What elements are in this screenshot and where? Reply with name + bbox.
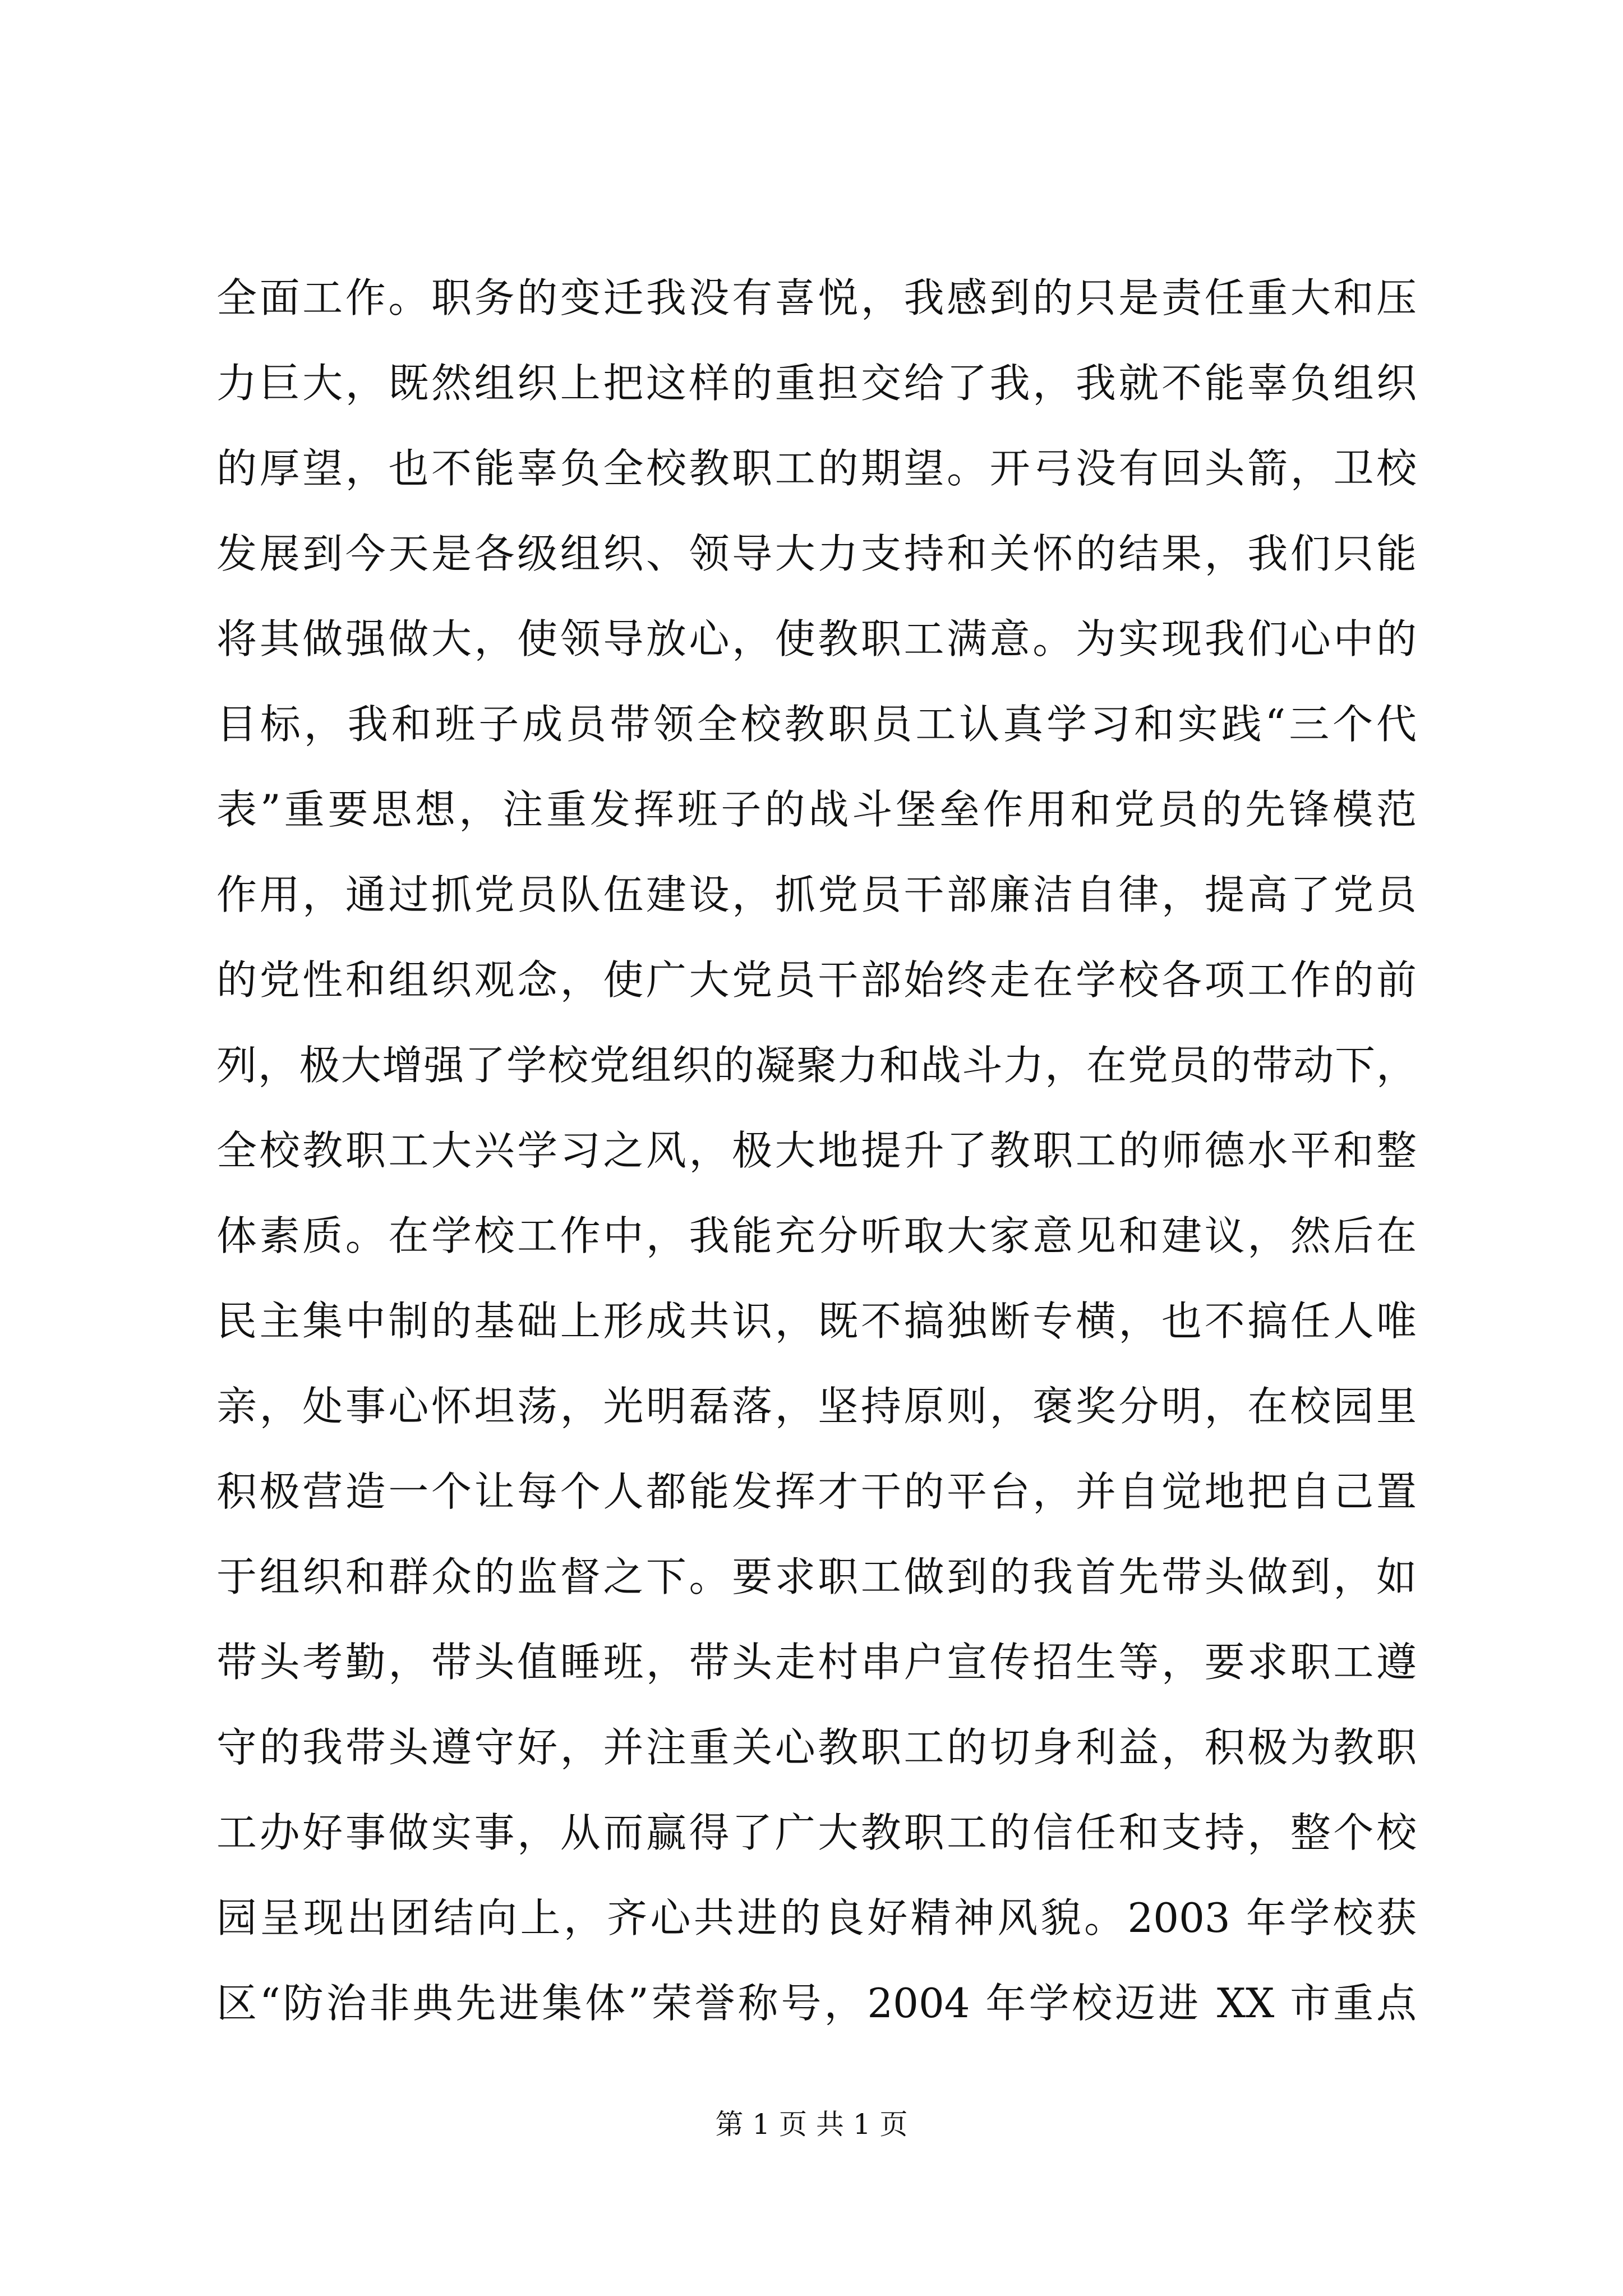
text-line: 发展到今天是各级组织、领导大力支持和关怀的结果，我们只能 (216, 530, 1417, 577)
page-footer: 第 1 页 共 1 页 (715, 2108, 908, 2141)
text-line: 全校教职工大兴学习之风，极大地提升了教职工的师德水平和整 (216, 1127, 1417, 1174)
text-line: 作用，通过抓党员队伍建设，抓党员干部廉洁自律，提高了党员 (216, 871, 1417, 918)
text-line: 的厚望，也不能辜负全校教职工的期望。开弓没有回头箭，卫校 (216, 445, 1417, 492)
text-line: 力巨大，既然组织上把这样的重担交给了我，我就不能辜负组织 (216, 360, 1417, 407)
text-line: 列，极大增强了学校党组织的凝聚力和战斗力，在党员的带动下， (216, 1042, 1417, 1089)
text-line: 体素质。在学校工作中，我能充分听取大家意见和建议，然后在 (216, 1212, 1417, 1259)
text-line: 目标，我和班子成员带领全校教职员工认真学习和实践“三个代 (216, 701, 1417, 748)
text-line: 的党性和组织观念，使广大党员干部始终走在学校各项工作的前 (216, 956, 1417, 1004)
text-line: 带头考勤，带头值睡班，带头走村串户宣传招生等，要求职工遵 (216, 1639, 1417, 1686)
text-line: 民主集中制的基础上形成共识，既不搞独断专横，也不搞任人唯 (216, 1297, 1417, 1345)
text-line: 表”重要思想，注重发挥班子的战斗堡垒作用和党员的先锋模范 (216, 786, 1417, 833)
text-line: 工办好事做实事，从而赢得了广大教职工的信任和支持，整个校 (216, 1809, 1417, 1856)
text-line: 亲，处事心怀坦荡，光明磊落，坚持原则，褒奖分明，在校园里 (216, 1383, 1417, 1430)
text-line: 守的我带头遵守好，并注重关心教职工的切身利益，积极为教职 (216, 1724, 1417, 1771)
text-line: 于组织和群众的监督之下。要求职工做到的我首先带头做到，如 (216, 1553, 1417, 1600)
text-line: 积极营造一个让每个人都能发挥才干的平台，并自觉地把自己置 (216, 1468, 1417, 1515)
text-line: 将其做强做大，使领导放心，使教职工满意。为实现我们心中的 (216, 615, 1417, 662)
body-paragraph (216, 255, 1417, 2046)
text-line: 园呈现出团结向上，齐心共进的良好精神风貌。2003 年学校获 (216, 1894, 1417, 1941)
text-line: 区“防治非典先进集体”荣誉称号，2004 年学校迈进 XX 市重点 (216, 1980, 1417, 2027)
text-line: 全面工作。职务的变迁我没有喜悦，我感到的只是责任重大和压 (216, 274, 1417, 321)
